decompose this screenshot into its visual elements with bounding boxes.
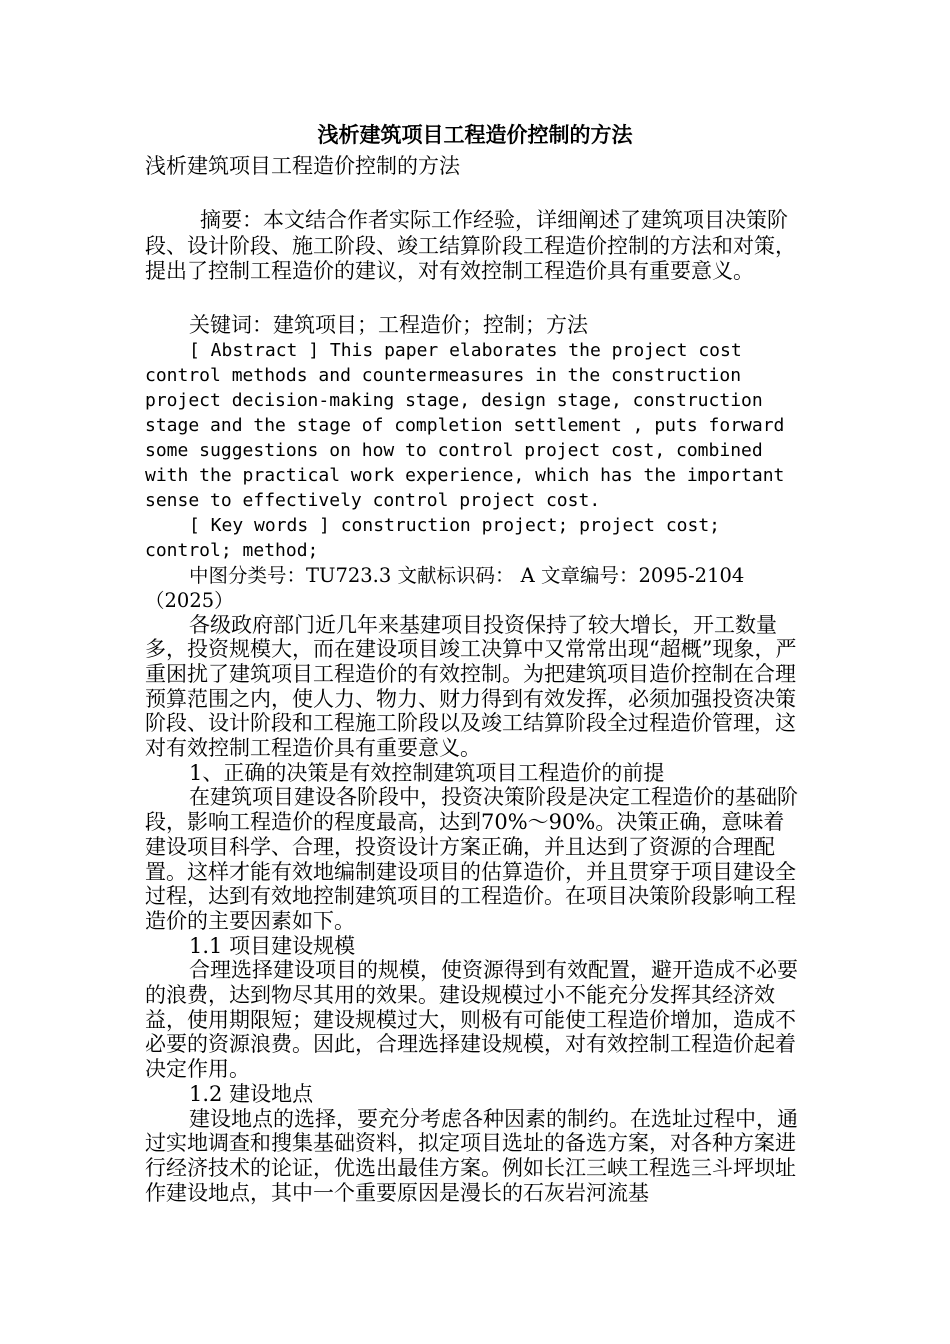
document-page [145,120,805,1205]
subsection-paragraph: 建设地点的选择，要充分考虑各种因素的制约。在选址过程中，通过实地调查和搜集基础资料，拟定项目选址的备选方案，对各种方案进行经济技术的论证，优选出最佳方案。例如长江三峡工程选三斗坪坝址作建设地点，其中一个重要原因是漫长的石灰岩河流基 [145,1106,798,1205]
abstract-chinese: 摘要：本文结合作者实际工作经验，详细阐述了建筑项目决策阶段、设计阶段、施工阶段、竣工结算阶段工程造价控制的方法和对策，提出了控制工程造价的建议，对有效控制工程造价具有重要意义。 [145,208,796,283]
subsection-heading: 1.2 建设地点 [189,1081,314,1106]
abstract-english: [ Abstract ] This paper elaborates the project cost control methods and countermeasures in the construction project decision-making stage, design stage, construction stage and the stage of completion settlement , puts forward some suggestions on how to control project cost, combined with the practical work experience, which has the important sense to effectively control project cost. [145,339,785,511]
keywords-chinese: 关键词：建筑项目；工程造价；控制；方法 [189,312,588,337]
subsection-heading: 1.1 项目建设规模 [189,933,356,958]
document-title: 浅析建筑项目工程造价控制的方法 [317,122,633,147]
intro-paragraph: 各级政府部门近几年来基建项目投资保持了较大增长，开工数量多，投资规模大，而在建设项目竣工决算中又常常出现“超概”现象，严重困扰了建筑项目工程造价的有效控制。为把建筑项目造价控制在合理预算范围之内，使人力、物力、财力得到有效发挥，必须加强投资决策阶段、设计阶段和工程施工阶段以及竣工结算阶段全过程造价管理，这对有效控制工程造价具有重要意义。 [145,612,797,761]
section-heading: 1、正确的决策是有效控制建筑项目工程造价的前提 [189,760,665,785]
blank-line [145,285,805,313]
blank-line [145,180,805,208]
keywords-english: [ Key words ] construction project; project cost; control; method; [145,514,721,561]
document-subtitle: 浅析建筑项目工程造价控制的方法 [145,154,460,178]
section-paragraph: 在建筑项目建设各阶段中，投资决策阶段是决定工程造价的基础阶段，影响工程造价的程度最高，达到70%～90%。决策正确，意味着建设项目科学、合理，投资设计方案正确，并且达到了资源的合理配置。这样才能有效地编制建设项目的估算造价，并且贯穿于项目建设全过程，达到有效地控制建筑项目的工程造价。在项目决策阶段影响工程造价的主要因素如下。 [145,785,798,933]
classification-line: 中图分类号：TU723.3 文献标识码： A 文章编号：2095-2104（2025） [145,563,745,612]
subsection-paragraph: 合理选择建设项目的规模，使资源得到有效配置，避开造成不必要的浪费，达到物尽其用的效果。建设规模过小不能充分发挥其经济效益，使用期限短；建设规模过大，则极有可能使工程造价增加，造成不必要的资源浪费。因此，合理选择建设规模，对有效控制工程造价起着决定作用。 [145,958,798,1082]
